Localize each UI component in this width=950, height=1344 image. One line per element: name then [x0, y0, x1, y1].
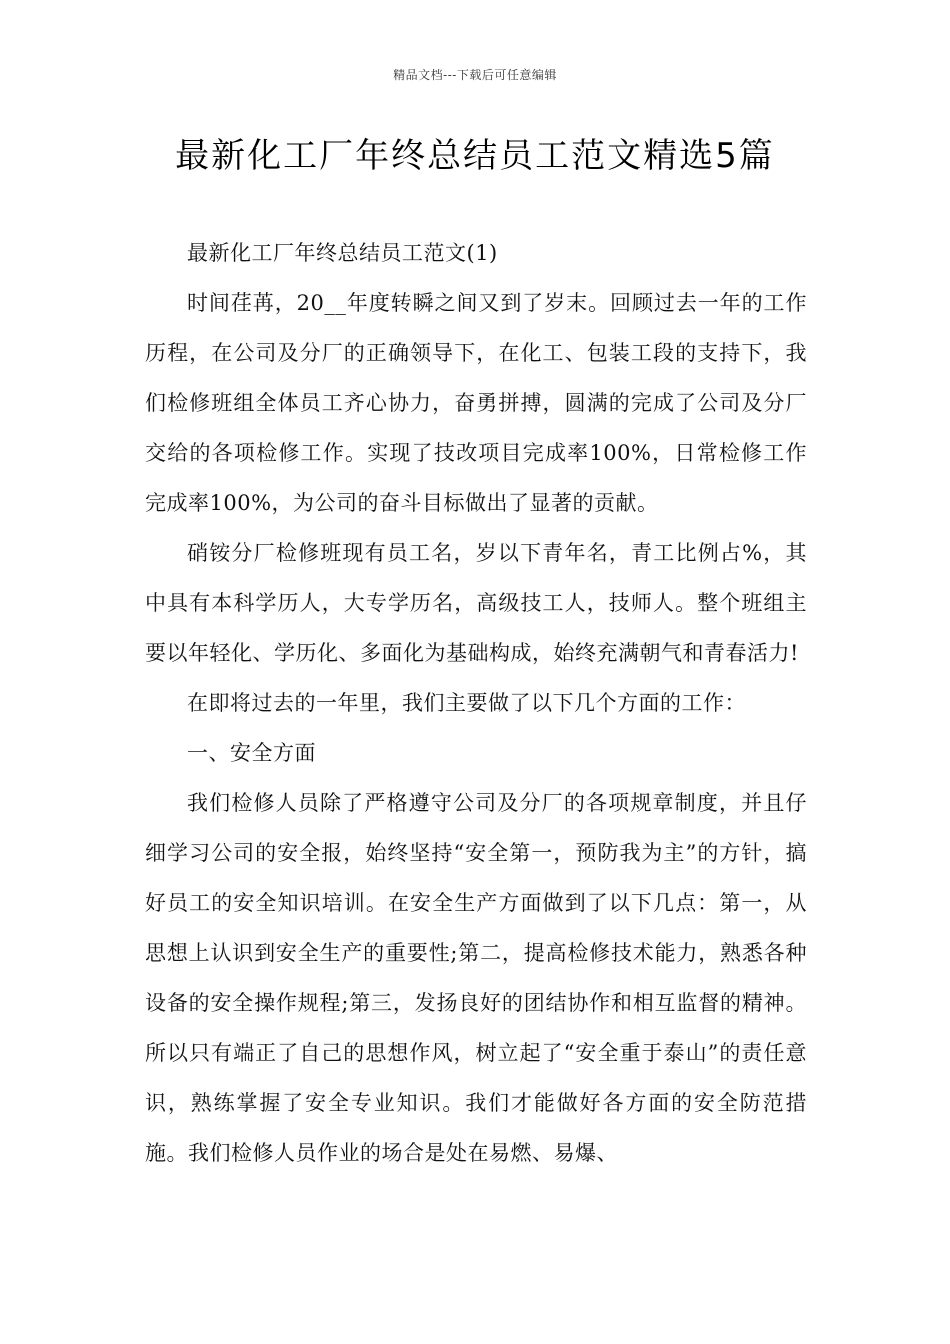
section-heading: 最新化工厂年终总结员工范文(1)	[187, 241, 498, 265]
header-note: 精品文档---下载后可任意编辑	[393, 68, 557, 82]
paragraph: 时间荏苒，20__年度转瞬之间又到了岁末。回顾过去一年的工作历程，在公司及分厂的正确领导下，在化工、包装工段的支持下，我们检修班组全体员工齐心协力，奋勇拼搏，圆满的完成了公司及分厂交给的各项检修工作。实现了技改项目完成率100%，日常检修工作完成率100%，为公司的奋斗目标做出了显著的贡献。	[145, 291, 807, 515]
document-title: 最新化工厂年终总结员工范文精选5篇	[175, 136, 775, 176]
paragraph: 我们检修人员除了严格遵守公司及分厂的各项规章制度，并且仔细学习公司的安全报，始终坚持“安全第一，预防我为主”的方针，搞好员工的安全知识培训。在安全生产方面做到了以下几点：第一，从思想上认识到安全生产的重要性;第二，提高检修技术能力，熟悉各种设备的安全操作规程;第三，发扬良好的团结协作和相互监督的精神。所以只有端正了自己的思想作风，树立起了“安全重于泰山”的责任意识，熟练掌握了安全专业知识。我们才能做好各方面的安全防范措施。我们检修人员作业的场合是处在易燃、易爆、	[145, 791, 807, 1165]
paragraph: 硝铵分厂检修班现有员工名，岁以下青年名，青工比例占%，其中具有本科学历人，大专学历名，高级技工人，技师人。整个班组主要以年轻化、学历化、多面化为基础构成，始终充满朝气和青春活力!	[145, 541, 807, 665]
paragraph: 在即将过去的一年里，我们主要做了以下几个方面的工作：	[187, 691, 746, 715]
section-heading: 一、安全方面	[187, 741, 316, 765]
document-body	[145, 228, 807, 1178]
